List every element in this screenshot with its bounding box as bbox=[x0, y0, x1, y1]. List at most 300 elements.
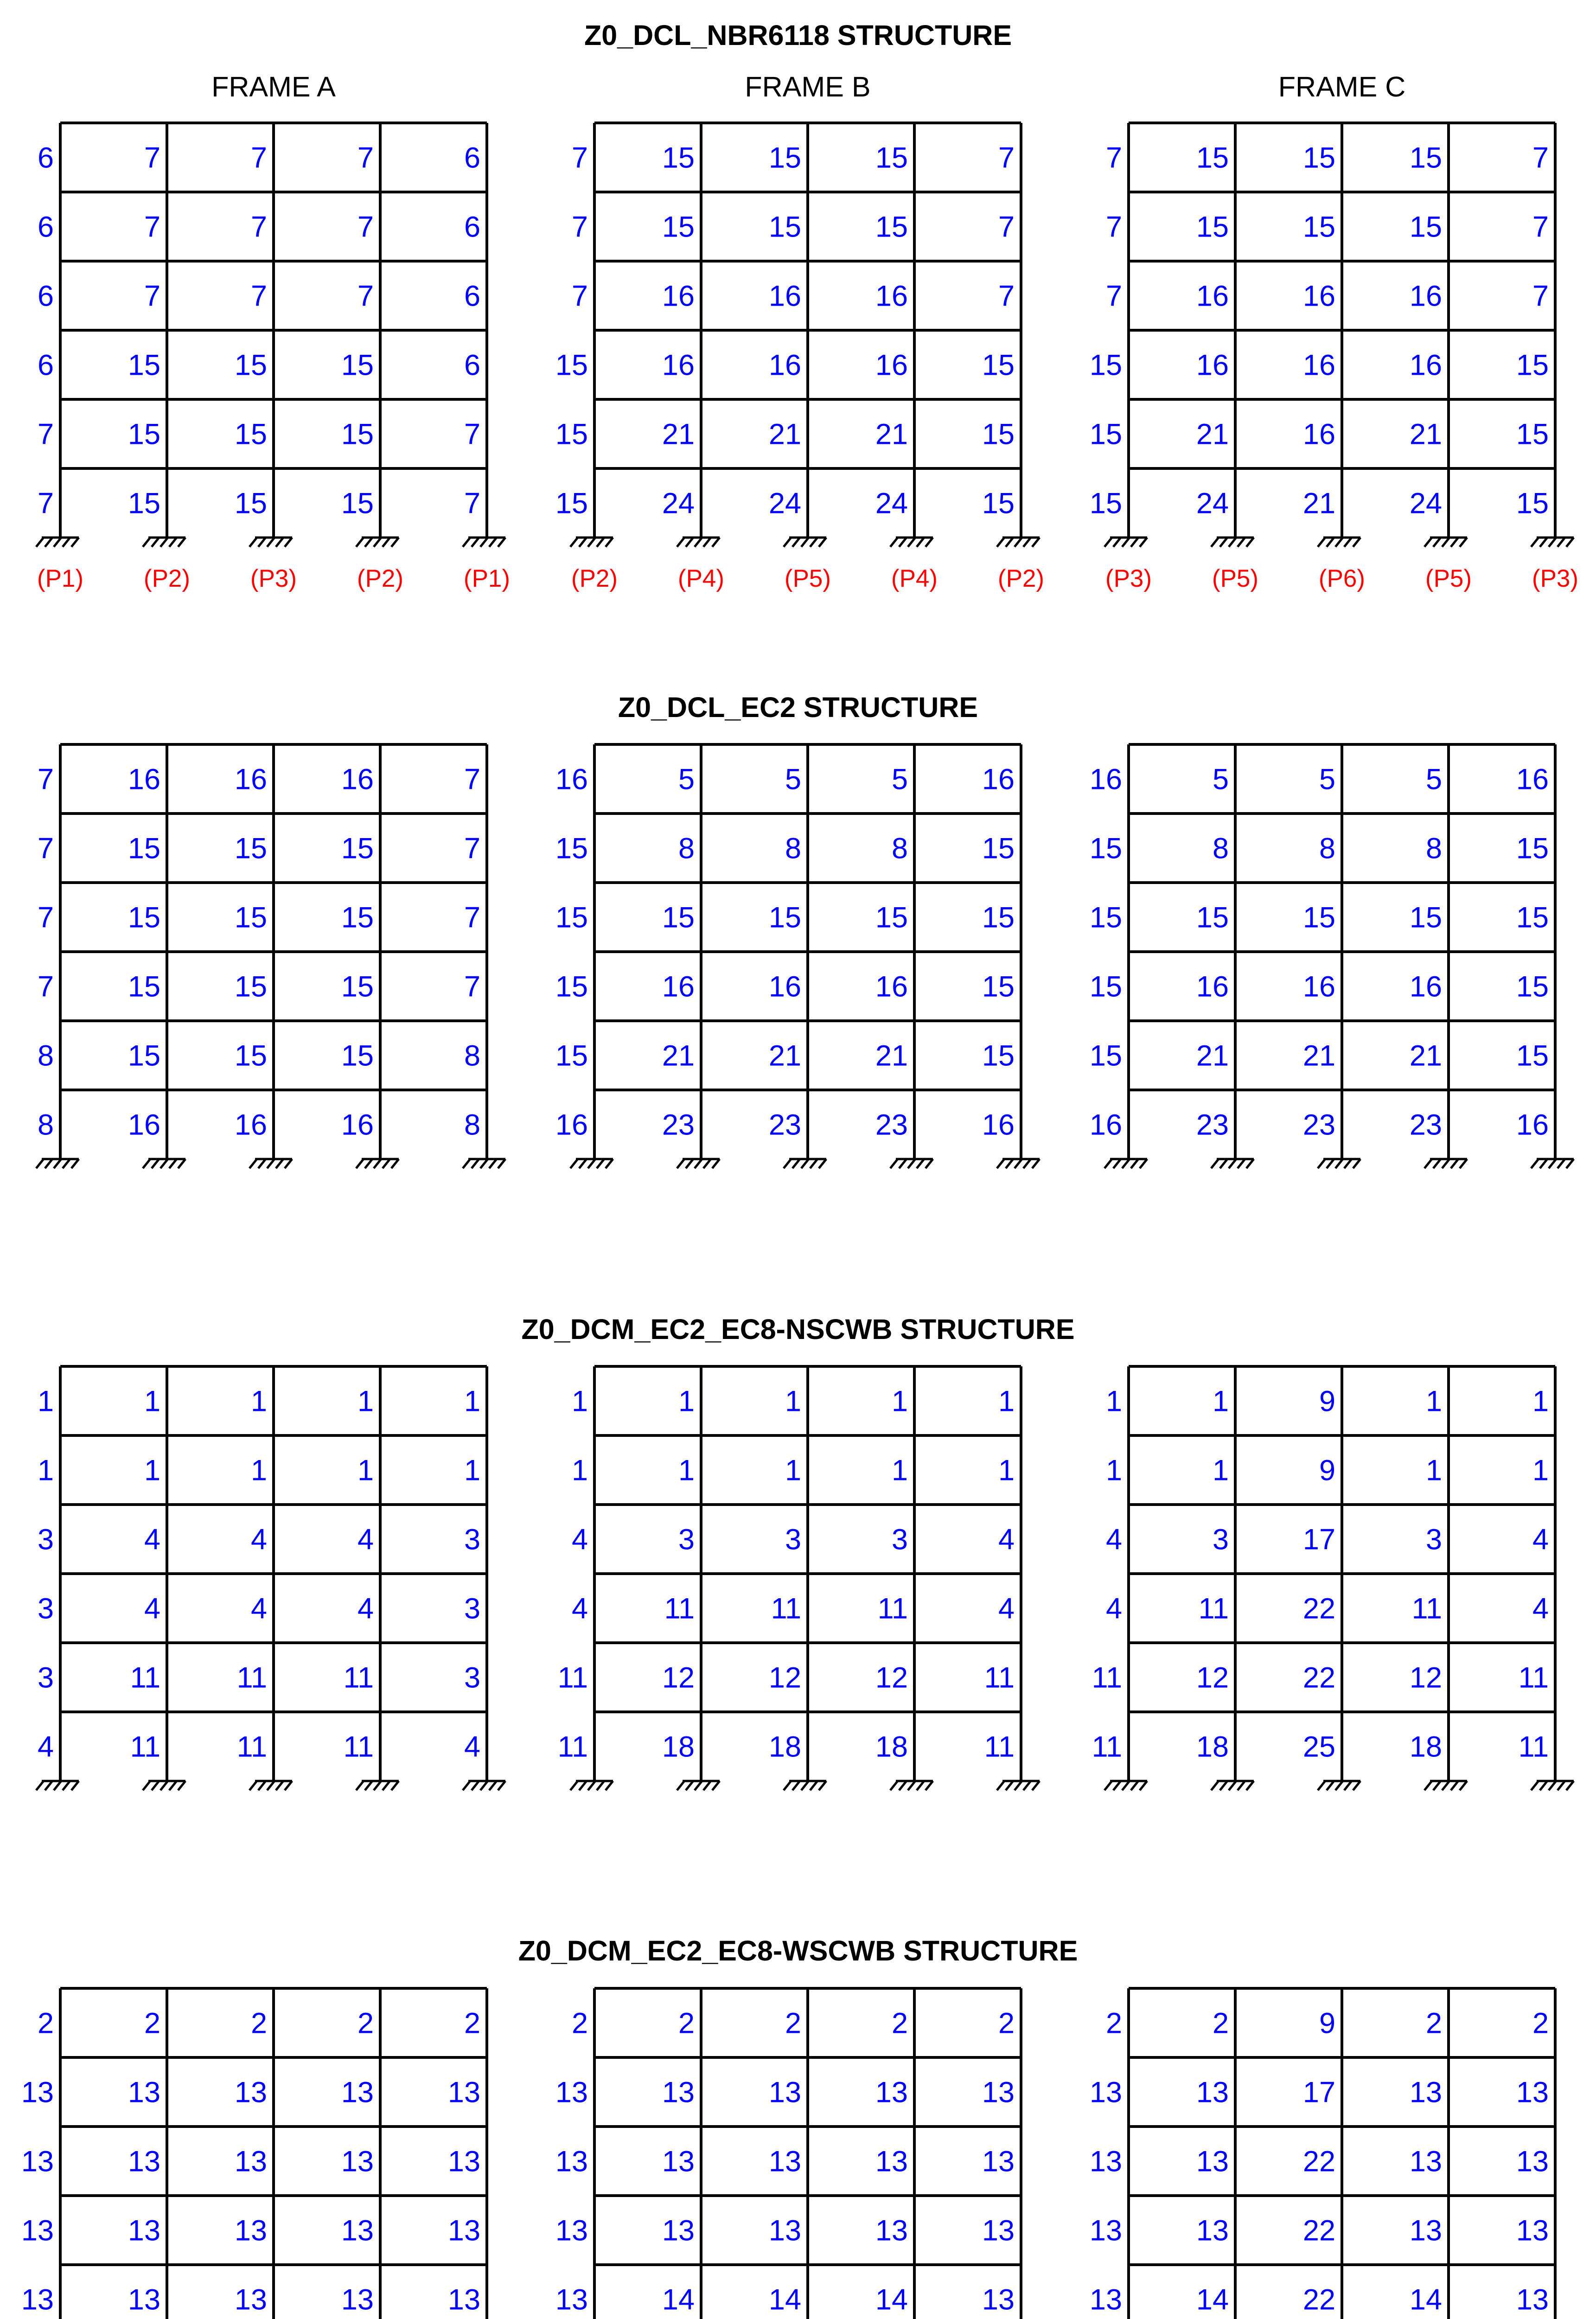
section-number: 2 bbox=[785, 2007, 801, 2040]
section-number: 7 bbox=[998, 141, 1015, 174]
section-number: 14 bbox=[1409, 2283, 1442, 2316]
section-number: 7 bbox=[37, 832, 54, 865]
section-number: 14 bbox=[662, 2283, 695, 2316]
fixed-support bbox=[143, 1781, 185, 1790]
section-number: 6 bbox=[37, 141, 54, 174]
section-number: 13 bbox=[341, 2145, 374, 2178]
pillar-label: (P2) bbox=[571, 565, 618, 592]
section-number: 3 bbox=[37, 1661, 54, 1694]
frame-label: FRAME C bbox=[1278, 71, 1406, 102]
section-number: 16 bbox=[875, 970, 908, 1003]
section-number: 15 bbox=[234, 970, 267, 1003]
section-number: 7 bbox=[464, 418, 480, 451]
section-number: 9 bbox=[1319, 2007, 1335, 2040]
section-number: 13 bbox=[234, 2283, 267, 2316]
section-number: 1 bbox=[357, 1454, 374, 1487]
section-number: 24 bbox=[768, 487, 801, 520]
section-number: 22 bbox=[1302, 1661, 1335, 1694]
section-number: 5 bbox=[678, 763, 695, 796]
section-number: 15 bbox=[1196, 901, 1229, 934]
section-number: 7 bbox=[1105, 280, 1122, 313]
fixed-support bbox=[36, 1781, 79, 1790]
section-number: 14 bbox=[875, 2283, 908, 2316]
section-number: 11 bbox=[557, 1730, 588, 1763]
section-number: 5 bbox=[891, 763, 908, 796]
fixed-support bbox=[249, 1159, 292, 1168]
pillar-label: (P4) bbox=[891, 565, 938, 592]
section-number: 13 bbox=[1089, 2145, 1122, 2178]
section-number: 15 bbox=[1516, 349, 1549, 382]
section-number: 13 bbox=[1196, 2145, 1229, 2178]
section-number: 17 bbox=[1302, 2076, 1335, 2109]
section-number: 22 bbox=[1302, 2214, 1335, 2247]
section-number: 13 bbox=[21, 2145, 54, 2178]
section-number: 16 bbox=[1089, 1108, 1122, 1141]
pillar-label: (P1) bbox=[463, 565, 511, 592]
section-number: 7 bbox=[1105, 211, 1122, 243]
section-number: 8 bbox=[37, 1039, 54, 1072]
section-number: 22 bbox=[1302, 2145, 1335, 2178]
section-number: 7 bbox=[357, 211, 374, 243]
section-number: 7 bbox=[464, 487, 480, 520]
section-number: 13 bbox=[662, 2076, 695, 2109]
section-number: 4 bbox=[250, 1592, 267, 1625]
section-number: 21 bbox=[662, 418, 695, 451]
section-number: 13 bbox=[768, 2145, 801, 2178]
section-number: 2 bbox=[250, 2007, 267, 2040]
section-number: 7 bbox=[37, 487, 54, 520]
section-number: 15 bbox=[768, 901, 801, 934]
section-number: 11 bbox=[771, 1592, 801, 1625]
section-number: 13 bbox=[1516, 2145, 1549, 2178]
section-number: 8 bbox=[785, 832, 801, 865]
section-number: 15 bbox=[234, 901, 267, 934]
section-number: 6 bbox=[37, 349, 54, 382]
section-number: 13 bbox=[662, 2214, 695, 2247]
section-number: 6 bbox=[37, 211, 54, 243]
section-number: 13 bbox=[1409, 2214, 1442, 2247]
section-number: 13 bbox=[1089, 2214, 1122, 2247]
section-number: 13 bbox=[21, 2076, 54, 2109]
section-number: 1 bbox=[144, 1385, 160, 1418]
section-number: 24 bbox=[875, 487, 908, 520]
section-number: 2 bbox=[998, 2007, 1015, 2040]
section-number: 3 bbox=[785, 1523, 801, 1556]
section-number: 16 bbox=[1196, 970, 1229, 1003]
section-number: 13 bbox=[447, 2283, 480, 2316]
section-number: 13 bbox=[21, 2283, 54, 2316]
section-number: 13 bbox=[555, 2145, 588, 2178]
section-number: 7 bbox=[250, 211, 267, 243]
section-number: 21 bbox=[1409, 1039, 1442, 1072]
section-number: 21 bbox=[1196, 418, 1229, 451]
section-number: 24 bbox=[662, 487, 695, 520]
section-number: 7 bbox=[571, 141, 588, 174]
section-number: 15 bbox=[128, 1039, 160, 1072]
section-number: 15 bbox=[1089, 487, 1122, 520]
section-number: 8 bbox=[1212, 832, 1229, 865]
section-number: 13 bbox=[21, 2214, 54, 2247]
section-number: 15 bbox=[982, 901, 1015, 934]
section-number: 6 bbox=[464, 280, 480, 313]
section-number: 1 bbox=[571, 1385, 588, 1418]
section-number: 15 bbox=[982, 1039, 1015, 1072]
section-number: 16 bbox=[1409, 970, 1442, 1003]
section-number: 15 bbox=[128, 487, 160, 520]
fixed-support bbox=[143, 538, 185, 547]
section-number: 7 bbox=[37, 970, 54, 1003]
section-number: 7 bbox=[998, 211, 1015, 243]
structure-section bbox=[36, 1313, 1574, 1790]
fixed-support bbox=[570, 1159, 613, 1168]
section-number: 15 bbox=[1516, 832, 1549, 865]
section-number: 2 bbox=[678, 2007, 695, 2040]
section-number: 11 bbox=[1518, 1730, 1549, 1763]
section-number: 16 bbox=[341, 763, 374, 796]
section-number: 1 bbox=[37, 1454, 54, 1487]
section-number: 7 bbox=[1105, 141, 1122, 174]
section-number: 2 bbox=[464, 2007, 480, 2040]
section-number: 13 bbox=[555, 2283, 588, 2316]
section-number: 1 bbox=[37, 1385, 54, 1418]
section-number: 1 bbox=[1212, 1454, 1229, 1487]
section-number: 13 bbox=[341, 2283, 374, 2316]
section-number: 13 bbox=[447, 2214, 480, 2247]
frame bbox=[1092, 1366, 1574, 1790]
fixed-support bbox=[784, 1159, 826, 1168]
section-number: 15 bbox=[662, 141, 695, 174]
section-number: 16 bbox=[1196, 349, 1229, 382]
section-number: 13 bbox=[1516, 2214, 1549, 2247]
section-number: 4 bbox=[1532, 1523, 1549, 1556]
section-number: 16 bbox=[234, 763, 267, 796]
section-number: 11 bbox=[984, 1730, 1015, 1763]
section-number: 18 bbox=[875, 1730, 908, 1763]
section-number: 13 bbox=[982, 2283, 1015, 2316]
fixed-support bbox=[570, 1781, 613, 1790]
frame bbox=[36, 744, 505, 1168]
section-number: 15 bbox=[234, 832, 267, 865]
fixed-support bbox=[890, 1159, 933, 1168]
section-number: 16 bbox=[1409, 349, 1442, 382]
section-number: 1 bbox=[144, 1454, 160, 1487]
section-number: 15 bbox=[1196, 211, 1229, 243]
fixed-support bbox=[677, 1781, 720, 1790]
section-number: 6 bbox=[464, 141, 480, 174]
section-number: 15 bbox=[1516, 901, 1549, 934]
section-number: 1 bbox=[1105, 1454, 1122, 1487]
section-number: 12 bbox=[662, 1661, 695, 1694]
section-number: 16 bbox=[662, 280, 695, 313]
section-number: 8 bbox=[1319, 832, 1335, 865]
fixed-support bbox=[997, 1781, 1040, 1790]
section-number: 11 bbox=[1092, 1661, 1122, 1694]
section-number: 11 bbox=[1092, 1730, 1122, 1763]
section-number: 2 bbox=[1212, 2007, 1229, 2040]
section-number: 15 bbox=[1089, 418, 1122, 451]
frame bbox=[555, 744, 1040, 1168]
section-number: 5 bbox=[1425, 763, 1442, 796]
section-number: 11 bbox=[130, 1661, 160, 1694]
section-number: 11 bbox=[343, 1730, 374, 1763]
section-number: 14 bbox=[1196, 2283, 1229, 2316]
pillar-label: (P3) bbox=[1532, 565, 1579, 592]
section-number: 13 bbox=[1409, 2076, 1442, 2109]
section-number: 15 bbox=[1196, 141, 1229, 174]
section-number: 16 bbox=[768, 970, 801, 1003]
fixed-support bbox=[356, 538, 399, 547]
section-number: 1 bbox=[1532, 1454, 1549, 1487]
section-number: 23 bbox=[1409, 1108, 1442, 1141]
section-number: 15 bbox=[1089, 970, 1122, 1003]
section-number: 15 bbox=[982, 970, 1015, 1003]
section-number: 21 bbox=[1302, 1039, 1335, 1072]
section-number: 7 bbox=[357, 280, 374, 313]
section-number: 15 bbox=[555, 418, 588, 451]
section-number: 15 bbox=[128, 901, 160, 934]
section-number: 15 bbox=[555, 901, 588, 934]
fixed-support bbox=[1104, 538, 1147, 547]
section-number: 3 bbox=[678, 1523, 695, 1556]
section-number: 15 bbox=[1409, 141, 1442, 174]
fixed-support bbox=[356, 1781, 399, 1790]
section-number: 16 bbox=[1302, 280, 1335, 313]
section-number: 16 bbox=[662, 349, 695, 382]
section-number: 18 bbox=[662, 1730, 695, 1763]
section-number: 7 bbox=[357, 141, 374, 174]
fixed-support bbox=[890, 538, 933, 547]
section-number: 15 bbox=[341, 901, 374, 934]
section-number: 8 bbox=[678, 832, 695, 865]
section-number: 11 bbox=[236, 1730, 267, 1763]
section-number: 15 bbox=[234, 1039, 267, 1072]
section-number: 7 bbox=[250, 141, 267, 174]
section-number: 8 bbox=[891, 832, 908, 865]
fixed-support bbox=[36, 1159, 79, 1168]
section-number: 17 bbox=[1302, 1523, 1335, 1556]
section-number: 4 bbox=[1105, 1523, 1122, 1556]
frame bbox=[1090, 1988, 1574, 2319]
fixed-support bbox=[1211, 1159, 1254, 1168]
section-number: 22 bbox=[1302, 1592, 1335, 1625]
section-number: 18 bbox=[1409, 1730, 1442, 1763]
section-number: 7 bbox=[571, 280, 588, 313]
section-number: 11 bbox=[236, 1661, 267, 1694]
section-number: 11 bbox=[557, 1661, 588, 1694]
section-number: 16 bbox=[982, 763, 1015, 796]
section-number: 15 bbox=[555, 832, 588, 865]
fixed-support bbox=[1104, 1781, 1147, 1790]
section-number: 13 bbox=[982, 2214, 1015, 2247]
section-number: 4 bbox=[998, 1523, 1015, 1556]
structure-section bbox=[36, 692, 1574, 1168]
section-number: 9 bbox=[1319, 1454, 1335, 1487]
frame-label: FRAME B bbox=[745, 71, 871, 102]
section-number: 4 bbox=[357, 1523, 374, 1556]
section-number: 7 bbox=[464, 763, 480, 796]
section-number: 4 bbox=[250, 1523, 267, 1556]
section-number: 15 bbox=[1302, 211, 1335, 243]
section-number: 1 bbox=[571, 1454, 588, 1487]
fixed-support bbox=[463, 1159, 505, 1168]
section-number: 15 bbox=[1302, 141, 1335, 174]
section-number: 2 bbox=[571, 2007, 588, 2040]
section-number: 8 bbox=[37, 1108, 54, 1141]
section-number: 13 bbox=[875, 2214, 908, 2247]
fixed-support bbox=[1424, 1159, 1467, 1168]
fixed-support bbox=[1211, 538, 1254, 547]
section-number: 13 bbox=[447, 2076, 480, 2109]
section-number: 13 bbox=[875, 2076, 908, 2109]
section-number: 16 bbox=[1089, 763, 1122, 796]
section-number: 21 bbox=[875, 1039, 908, 1072]
section-number: 1 bbox=[1425, 1385, 1442, 1418]
section-number: 16 bbox=[1302, 349, 1335, 382]
section-number: 13 bbox=[128, 2283, 160, 2316]
section-number: 4 bbox=[357, 1592, 374, 1625]
pillar-label: (P5) bbox=[1425, 565, 1472, 592]
section-number: 1 bbox=[891, 1385, 908, 1418]
section-number: 13 bbox=[1516, 2076, 1549, 2109]
section-number: 2 bbox=[144, 2007, 160, 2040]
frame bbox=[36, 71, 510, 592]
section-number: 15 bbox=[1516, 1039, 1549, 1072]
section-number: 13 bbox=[341, 2076, 374, 2109]
section-title: Z0_DCL_NBR6118 STRUCTURE bbox=[584, 19, 1012, 51]
section-number: 12 bbox=[875, 1661, 908, 1694]
structure-section bbox=[36, 19, 1578, 592]
section-number: 1 bbox=[785, 1454, 801, 1487]
section-number: 16 bbox=[1516, 1108, 1549, 1141]
section-number: 15 bbox=[555, 970, 588, 1003]
section-number: 23 bbox=[768, 1108, 801, 1141]
section-number: 1 bbox=[678, 1454, 695, 1487]
fixed-support bbox=[1318, 1159, 1360, 1168]
section-number: 18 bbox=[768, 1730, 801, 1763]
section-number: 18 bbox=[1196, 1730, 1229, 1763]
section-number: 13 bbox=[128, 2214, 160, 2247]
section-number: 4 bbox=[144, 1592, 160, 1625]
section-number: 8 bbox=[464, 1039, 480, 1072]
section-number: 15 bbox=[1516, 418, 1549, 451]
section-number: 13 bbox=[982, 2076, 1015, 2109]
section-number: 3 bbox=[37, 1523, 54, 1556]
structure-section bbox=[21, 1935, 1574, 2319]
section-number: 6 bbox=[464, 211, 480, 243]
section-number: 15 bbox=[341, 418, 374, 451]
section-number: 15 bbox=[234, 418, 267, 451]
section-number: 13 bbox=[447, 2145, 480, 2178]
section-number: 11 bbox=[877, 1592, 908, 1625]
section-number: 13 bbox=[341, 2214, 374, 2247]
section-number: 4 bbox=[571, 1592, 588, 1625]
fixed-support bbox=[463, 538, 505, 547]
fixed-support bbox=[1104, 1159, 1147, 1168]
section-number: 22 bbox=[1302, 2283, 1335, 2316]
section-number: 15 bbox=[1089, 901, 1122, 934]
fixed-support bbox=[1424, 1781, 1467, 1790]
section-number: 2 bbox=[1105, 2007, 1122, 2040]
fixed-support bbox=[997, 1159, 1040, 1168]
fixed-support bbox=[784, 538, 826, 547]
frame-label: FRAME A bbox=[211, 71, 336, 102]
section-number: 7 bbox=[37, 901, 54, 934]
section-number: 7 bbox=[1532, 280, 1549, 313]
section-number: 7 bbox=[1532, 211, 1549, 243]
section-number: 13 bbox=[1516, 2283, 1549, 2316]
frame bbox=[21, 1988, 505, 2319]
fixed-support bbox=[784, 1781, 826, 1790]
section-number: 13 bbox=[875, 2145, 908, 2178]
fixed-support bbox=[1531, 1159, 1574, 1168]
fixed-support bbox=[890, 1781, 933, 1790]
section-number: 7 bbox=[571, 211, 588, 243]
section-number: 15 bbox=[662, 211, 695, 243]
section-number: 3 bbox=[891, 1523, 908, 1556]
section-title: Z0_DCM_EC2_EC8-NSCWB STRUCTURE bbox=[521, 1313, 1075, 1345]
section-number: 5 bbox=[1319, 763, 1335, 796]
section-number: 1 bbox=[1425, 1454, 1442, 1487]
section-number: 1 bbox=[998, 1454, 1015, 1487]
pillar-label: (P6) bbox=[1318, 565, 1366, 592]
section-number: 15 bbox=[555, 487, 588, 520]
section-number: 15 bbox=[555, 1039, 588, 1072]
section-number: 15 bbox=[662, 901, 695, 934]
pillar-label: (P5) bbox=[784, 565, 831, 592]
section-number: 3 bbox=[37, 1592, 54, 1625]
fixed-support bbox=[249, 1781, 292, 1790]
section-number: 23 bbox=[1302, 1108, 1335, 1141]
section-number: 3 bbox=[464, 1592, 480, 1625]
section-number: 11 bbox=[1198, 1592, 1229, 1625]
section-number: 15 bbox=[341, 1039, 374, 1072]
section-number: 13 bbox=[1196, 2214, 1229, 2247]
section-number: 6 bbox=[37, 280, 54, 313]
section-number: 1 bbox=[250, 1385, 267, 1418]
section-number: 9 bbox=[1319, 1385, 1335, 1418]
frame bbox=[36, 1366, 505, 1790]
section-number: 11 bbox=[1518, 1661, 1549, 1694]
section-number: 15 bbox=[128, 832, 160, 865]
section-number: 16 bbox=[982, 1108, 1015, 1141]
section-number: 1 bbox=[785, 1385, 801, 1418]
section-number: 5 bbox=[785, 763, 801, 796]
section-number: 16 bbox=[128, 763, 160, 796]
section-number: 15 bbox=[341, 832, 374, 865]
section-number: 1 bbox=[1212, 1385, 1229, 1418]
section-number: 15 bbox=[341, 487, 374, 520]
frame bbox=[1090, 744, 1574, 1168]
section-number: 15 bbox=[1409, 211, 1442, 243]
section-number: 12 bbox=[1409, 1661, 1442, 1694]
section-number: 21 bbox=[768, 1039, 801, 1072]
section-number: 7 bbox=[464, 970, 480, 1003]
section-number: 7 bbox=[464, 832, 480, 865]
section-number: 21 bbox=[875, 418, 908, 451]
frame bbox=[1090, 71, 1578, 592]
section-number: 13 bbox=[982, 2145, 1015, 2178]
pillar-label: (P4) bbox=[677, 565, 725, 592]
section-number: 15 bbox=[1089, 832, 1122, 865]
section-number: 1 bbox=[1105, 1385, 1122, 1418]
section-number: 21 bbox=[1302, 487, 1335, 520]
section-number: 4 bbox=[1105, 1592, 1122, 1625]
section-number: 16 bbox=[875, 280, 908, 313]
section-number: 23 bbox=[875, 1108, 908, 1141]
section-number: 15 bbox=[128, 970, 160, 1003]
fixed-support bbox=[570, 538, 613, 547]
section-number: 2 bbox=[1425, 2007, 1442, 2040]
